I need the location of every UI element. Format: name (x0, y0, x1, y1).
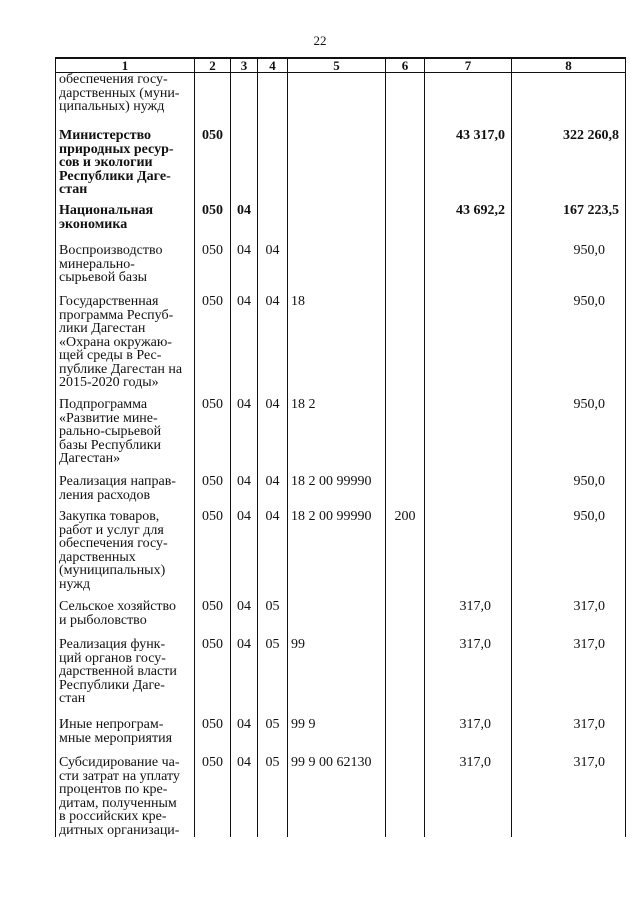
cell-ministry-code (195, 73, 231, 130)
cell-subsection: 04 (258, 475, 288, 510)
cell-expense-type (386, 129, 425, 204)
cell-target-article (288, 73, 386, 130)
table-row (56, 638, 626, 718)
row-name: Реализация функ- ций органов госу- дарственной власти Республики Даге- стан (56, 638, 195, 718)
row-name: Реализация направ- ления расходов (56, 475, 195, 510)
cell-subsection (258, 129, 288, 204)
cell-expense-type (386, 475, 425, 510)
cell-amount-col7: 317,0 (425, 756, 512, 837)
cell-section: 04 (231, 204, 258, 244)
table-row (56, 129, 626, 204)
cell-ministry-code: 050 (195, 475, 231, 510)
cell-amount-col8: 317,0 (512, 756, 626, 837)
cell-target-article (288, 244, 386, 295)
cell-section: 04 (231, 638, 258, 718)
cell-ministry-code: 050 (195, 295, 231, 398)
cell-subsection (258, 73, 288, 130)
cell-amount-col8: 950,0 (512, 295, 626, 398)
cell-section: 04 (231, 475, 258, 510)
table-row (56, 718, 626, 756)
cell-ministry-code: 050 (195, 756, 231, 837)
row-name: Воспроизводство минерально- сырьевой базы (56, 244, 195, 295)
cell-amount-col8: 322 260,8 (512, 129, 626, 204)
cell-amount-col8: 317,0 (512, 600, 626, 638)
table-row (56, 398, 626, 475)
cell-subsection (258, 204, 288, 244)
cell-section: 04 (231, 244, 258, 295)
row-name: Министерство природных ресур- сов и экологии Республики Даге- стан (56, 129, 195, 204)
cell-section: 04 (231, 398, 258, 475)
cell-amount-col8: 317,0 (512, 718, 626, 756)
cell-section: 04 (231, 510, 258, 600)
cell-target-article: 18 2 00 99990 (288, 475, 386, 510)
cell-ministry-code: 050 (195, 718, 231, 756)
header-col-3: 3 (231, 58, 258, 73)
table-row (56, 204, 626, 244)
table-header (56, 58, 626, 73)
cell-subsection: 04 (258, 510, 288, 600)
cell-ministry-code: 050 (195, 244, 231, 295)
cell-expense-type: 200 (386, 510, 425, 600)
row-name: Закупка товаров, работ и услуг для обеспечения госу- дарственных (муниципальных) нужд (56, 510, 195, 600)
cell-target-article: 99 (288, 638, 386, 718)
cell-subsection: 04 (258, 398, 288, 475)
cell-amount-col7 (425, 475, 512, 510)
cell-subsection: 05 (258, 600, 288, 638)
table-row (56, 73, 626, 130)
cell-target-article: 99 9 00 62130 (288, 756, 386, 837)
cell-section: 04 (231, 600, 258, 638)
header-col-7: 7 (425, 58, 512, 73)
cell-expense-type (386, 73, 425, 130)
cell-ministry-code: 050 (195, 204, 231, 244)
cell-target-article: 18 (288, 295, 386, 398)
table-row (56, 244, 626, 295)
row-name: Подпрограмма «Развитие мине- рально-сырьевой базы Республики Дагестан» (56, 398, 195, 475)
cell-subsection: 05 (258, 718, 288, 756)
cell-expense-type (386, 600, 425, 638)
table-body (56, 73, 626, 838)
cell-target-article (288, 129, 386, 204)
cell-section (231, 129, 258, 204)
cell-target-article: 18 2 00 99990 (288, 510, 386, 600)
cell-amount-col8 (512, 73, 626, 130)
cell-expense-type (386, 295, 425, 398)
header-col-2: 2 (195, 58, 231, 73)
cell-target-article: 99 9 (288, 718, 386, 756)
cell-section: 04 (231, 295, 258, 398)
table-row (56, 475, 626, 510)
cell-amount-col8: 950,0 (512, 475, 626, 510)
header-col-6: 6 (386, 58, 425, 73)
table-row (56, 295, 626, 398)
row-name: Национальная экономика (56, 204, 195, 244)
cell-ministry-code: 050 (195, 600, 231, 638)
cell-amount-col7 (425, 295, 512, 398)
cell-target-article (288, 204, 386, 244)
cell-amount-col7: 43 317,0 (425, 129, 512, 204)
budget-table (55, 57, 626, 837)
cell-ministry-code: 050 (195, 129, 231, 204)
cell-target-article: 18 2 (288, 398, 386, 475)
table-row (56, 510, 626, 600)
header-col-5: 5 (288, 58, 386, 73)
cell-amount-col8: 317,0 (512, 638, 626, 718)
cell-amount-col7: 317,0 (425, 718, 512, 756)
cell-amount-col8: 950,0 (512, 398, 626, 475)
table-row (56, 756, 626, 837)
page-number: 22 (313, 33, 327, 48)
cell-subsection: 05 (258, 638, 288, 718)
cell-expense-type (386, 244, 425, 295)
cell-amount-col7 (425, 73, 512, 130)
cell-amount-col7 (425, 398, 512, 475)
cell-amount-col7 (425, 244, 512, 295)
cell-amount-col8: 167 223,5 (512, 204, 626, 244)
cell-expense-type (386, 638, 425, 718)
cell-amount-col8: 950,0 (512, 244, 626, 295)
cell-amount-col7: 317,0 (425, 600, 512, 638)
row-name: обеспечения госу- дарственных (муни- ципальных) нужд (56, 73, 195, 130)
row-name: Государственная программа Респуб- лики Дагестан «Охрана окружаю- щей среды в Рес- публике Дагестан на 2015-2020 годы» (56, 295, 195, 398)
table-row (56, 600, 626, 638)
cell-section: 04 (231, 718, 258, 756)
cell-subsection: 05 (258, 756, 288, 837)
cell-expense-type (386, 756, 425, 837)
cell-expense-type (386, 204, 425, 244)
cell-ministry-code: 050 (195, 510, 231, 600)
cell-expense-type (386, 718, 425, 756)
cell-section: 04 (231, 756, 258, 837)
header-row (56, 58, 626, 73)
cell-amount-col8: 950,0 (512, 510, 626, 600)
cell-subsection: 04 (258, 295, 288, 398)
cell-expense-type (386, 398, 425, 475)
cell-amount-col7 (425, 510, 512, 600)
header-col-4: 4 (258, 58, 288, 73)
cell-amount-col7: 43 692,2 (425, 204, 512, 244)
header-col-8: 8 (512, 58, 626, 73)
header-col-1: 1 (56, 58, 195, 73)
row-name: Субсидирование ча- сти затрат на уплату процентов по кре- дитам, полученным в российских кре- дитных организаци- (56, 756, 195, 837)
row-name: Иные непрограм- мные мероприятия (56, 718, 195, 756)
row-name: Сельское хозяйство и рыболовство (56, 600, 195, 638)
cell-subsection: 04 (258, 244, 288, 295)
cell-amount-col7: 317,0 (425, 638, 512, 718)
cell-target-article (288, 600, 386, 638)
cell-ministry-code: 050 (195, 638, 231, 718)
cell-section (231, 73, 258, 130)
cell-ministry-code: 050 (195, 398, 231, 475)
